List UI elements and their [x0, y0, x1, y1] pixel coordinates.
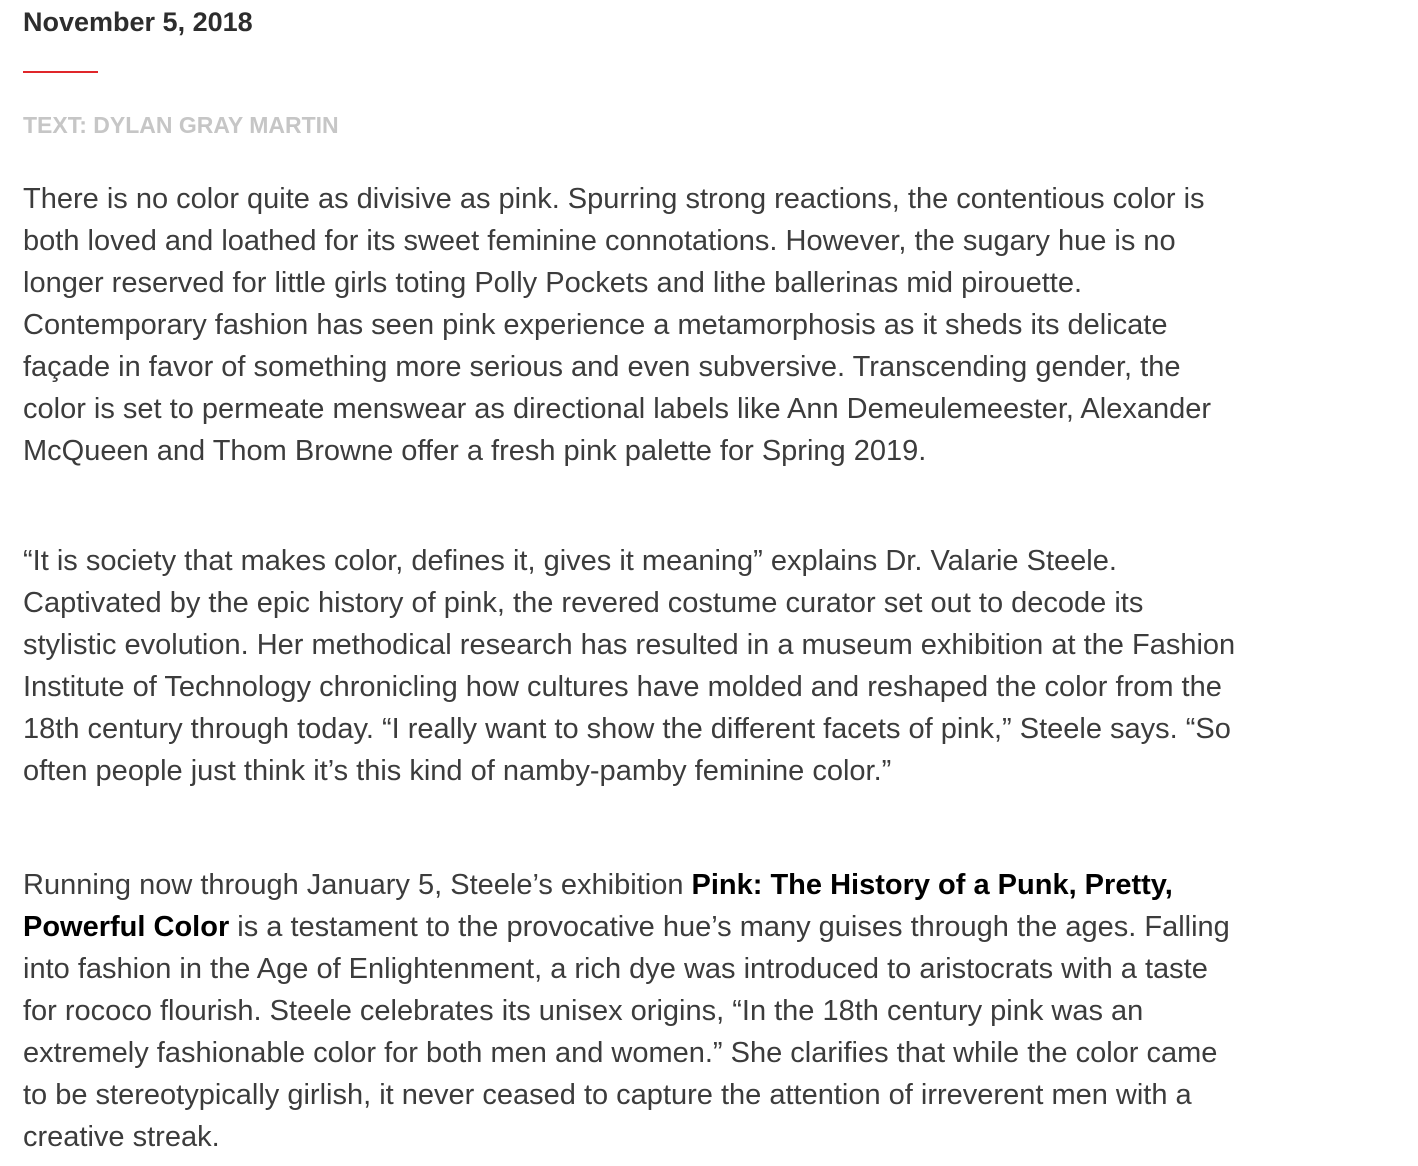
body-paragraph-1: There is no color quite as divisive as pink. Spurring strong reactions, the contentious color is both loved and loathed for its sweet feminine connotations. However, the sugary hue is no longer reserved for little girls toting Polly Pockets and lithe ballerinas mid pirouette. Contemporary fashion has seen pink experience a metamorphosis as it sheds its delicate façade in favor of something more serious and even subversive. Transcending gender, the color is set to permeate menswear as directional labels like Ann Demeulemeester, Alexander McQueen and Thom Browne offer a fresh pink palette for Spring 2019. [23, 183, 1211, 467]
paragraph-3-intro: Running now through January 5, Steele’s exhibition [23, 869, 692, 901]
exhibition-title: Pink: The History of a Punk, Pretty, Powerful Color [23, 869, 1173, 943]
body-paragraph-3 [23, 864, 1238, 1158]
article-date: November 5, 2018 [23, 7, 253, 37]
article-byline: TEXT: DYLAN GRAY MARTIN [23, 112, 339, 138]
body-paragraph-2: “It is society that makes color, defines it, gives it meaning” explains Dr. Valarie Steele. Captivated by the epic history of pink, the revered costume curator set out to decode its stylistic evolution. Her methodical research has resulted in a museum exhibition at the Fashion Institute of Technology chronicling how cultures have molded and reshaped the color from the 18th century through today. “I really want to show the different facets of pink,” Steele says. “So often people just think it’s this kind of namby-pamby feminine color.” [23, 545, 1236, 787]
paragraph-3-body: is a testament to the provocative hue’s many guises through the ages. Falling into fashion in the Age of Enlightenment, a rich dye was introduced to aristocrats with a taste for rococo flourish. Steele celebrates its unisex origins, “In the 18th century pink was an extremely fashionable color for both men and women.” She clarifies that while the color came to be stereotypically girlish, it never ceased to capture the attention of irreverent men with a creative streak. [23, 911, 1230, 1153]
accent-divider [23, 71, 98, 73]
